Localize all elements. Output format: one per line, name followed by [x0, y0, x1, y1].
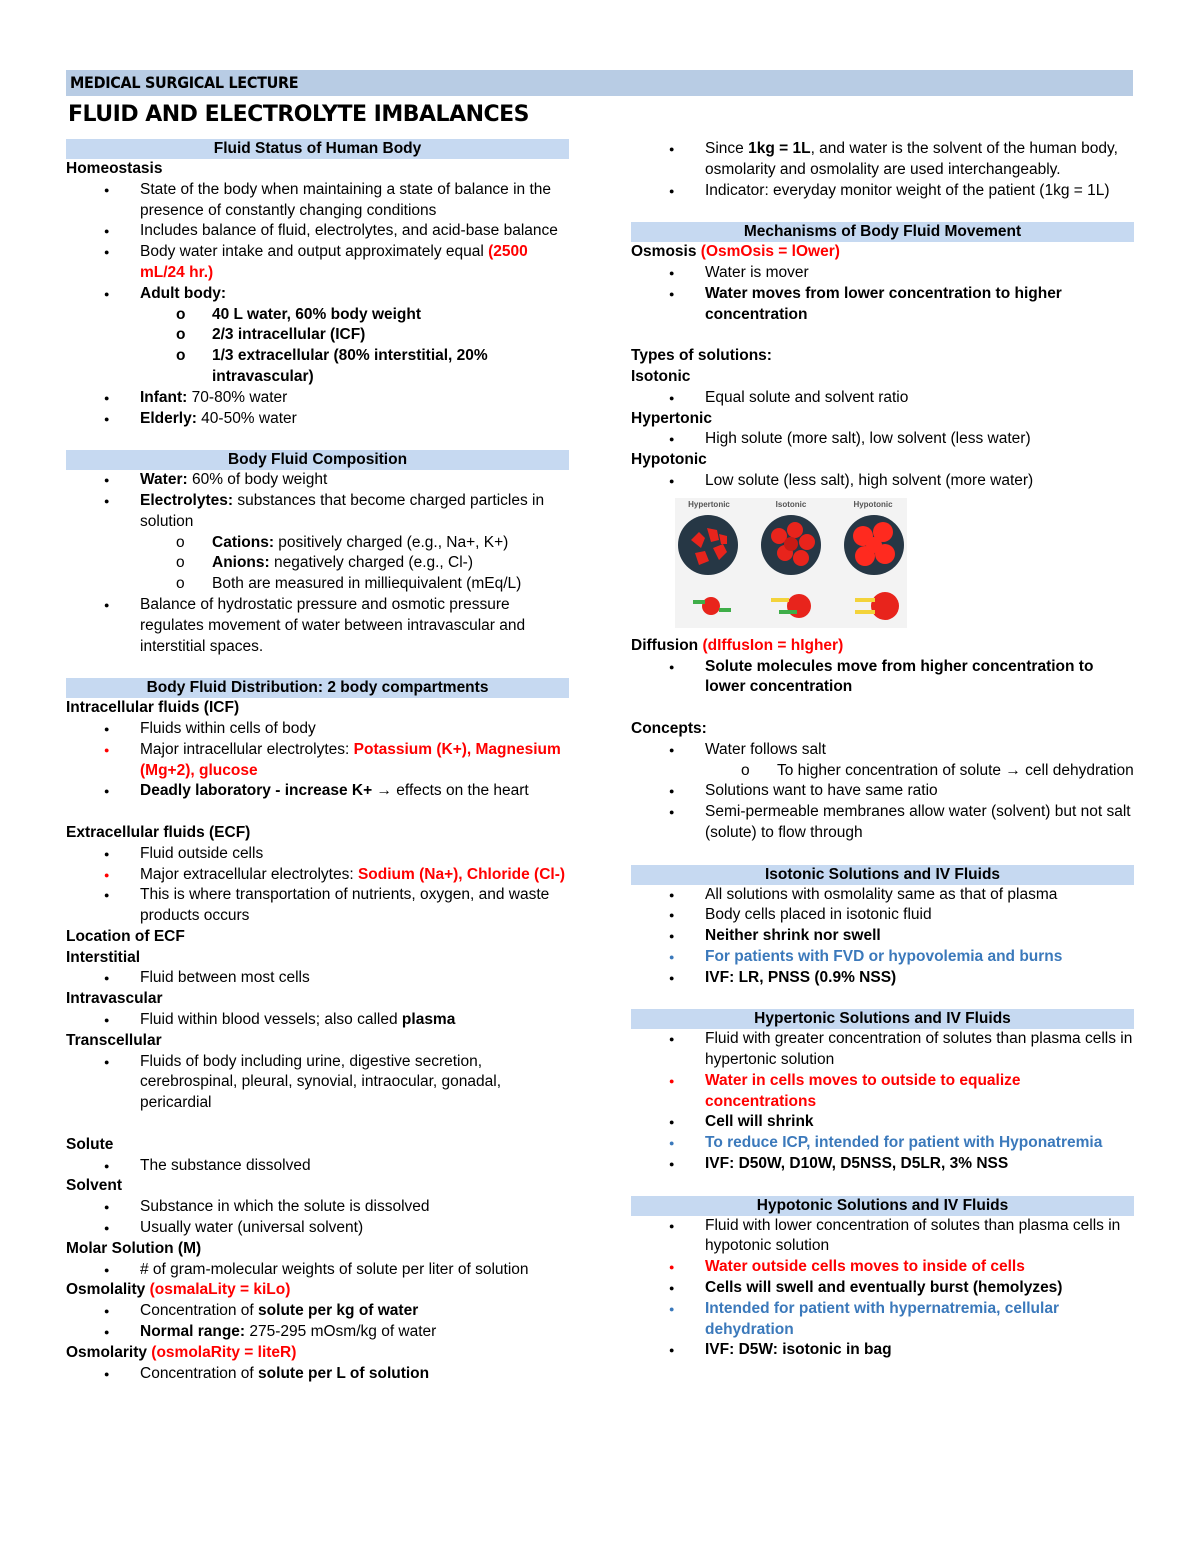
- tonicity-cell-illustration: [675, 498, 907, 628]
- equivalence-list: [631, 139, 1134, 201]
- document-title: FLUID AND ELECTROLYTE IMBALANCES: [68, 102, 530, 127]
- intravascular-list: [66, 1010, 569, 1031]
- subheading-icf: Intracellular fluids (ICF): [66, 699, 240, 717]
- ecf-list: [66, 844, 569, 927]
- figure-label-hypotonic: Hypotonic: [853, 499, 893, 509]
- list-item: ● Water follows salt: [631, 740, 1134, 761]
- section-heading-hypotonic-iv: Hypotonic Solutions and IV Fluids: [631, 1196, 1134, 1216]
- list-item: ● For patients with FVD or hypovolemia and burns: [631, 947, 1134, 968]
- list-item: ● Fluid within blood vessels; also called plasma: [66, 1010, 569, 1031]
- list-item: ● State of the body when maintaining a state of balance in the presence of constantly changing conditions: [66, 180, 569, 222]
- list-item: ● Water outside cells moves to inside of cells: [631, 1257, 1134, 1278]
- subheading-hypotonic: Hypotonic: [631, 451, 707, 469]
- osmolarity-list: [66, 1364, 569, 1385]
- figure-label-isotonic: Isotonic: [775, 499, 807, 509]
- section-heading-fluid-status: Fluid Status of Human Body: [66, 139, 569, 159]
- list-item: ● Fluid outside cells: [66, 844, 569, 865]
- homeostasis-list: [66, 180, 569, 430]
- list-item: ● Usually water (universal solvent): [66, 1218, 569, 1239]
- subheading-transcellular: Transcellular: [66, 1031, 162, 1049]
- list-item: ● Neither shrink nor swell: [631, 926, 1134, 947]
- right-column: [631, 139, 1134, 1361]
- hypotonic-list: [631, 471, 1134, 492]
- subheading-osmolarity: Osmolarity (osmolaRity = liteR): [66, 1343, 297, 1361]
- list-item: ● Water is mover: [631, 263, 1134, 284]
- list-item: ● Fluids of body including urine, digestive secretion, cerebrospinal, pleural, synovial, intraocular, gonadal, pericardial: [66, 1052, 569, 1114]
- subheading-concepts: Concepts:: [631, 719, 707, 737]
- subheading-diffusion: Diffusion (dIffusIon = hIgher): [631, 636, 844, 654]
- solvent-list: [66, 1197, 569, 1239]
- concepts-list: [631, 740, 1134, 844]
- section-heading-isotonic-iv: Isotonic Solutions and IV Fluids: [631, 865, 1134, 885]
- list-item: ● Substance in which the solute is dissolved: [66, 1197, 569, 1218]
- sub-list-item: o Both are measured in milliequivalent (mEq/L): [66, 574, 569, 595]
- list-item: ● To reduce ICP, intended for patient with Hyponatremia: [631, 1133, 1134, 1154]
- subheading-interstitial: Interstitial: [66, 948, 141, 966]
- list-item: ● Cell will shrink: [631, 1112, 1134, 1133]
- list-item: ● Major extracellular electrolytes: Sodium (Na+), Chloride (Cl-): [66, 865, 569, 886]
- subheading-types-solutions: Types of solutions:: [631, 347, 772, 365]
- list-item: ● Water moves from lower concentration to higher concentration: [631, 284, 1134, 326]
- list-item: ● Major intracellular electrolytes: Potassium (K+), Magnesium (Mg+2), glucose: [66, 740, 569, 782]
- list-item: ● Fluid with greater concentration of solutes than plasma cells in hypertonic solution: [631, 1029, 1134, 1071]
- list-item: ● Intended for patient with hypernatremia, cellular dehydration: [631, 1299, 1134, 1341]
- list-item: ● Deadly laboratory - increase K+ → effects on the heart: [66, 781, 569, 802]
- interstitial-list: [66, 968, 569, 989]
- left-column: [66, 139, 569, 1384]
- isotonic-iv-list: [631, 885, 1134, 989]
- list-item: ● Adult body:: [66, 284, 569, 305]
- figure-label-hypertonic: Hypertonic: [688, 499, 730, 509]
- osmosis-list: [631, 263, 1134, 325]
- subheading-isotonic: Isotonic: [631, 367, 691, 385]
- section-heading-composition: Body Fluid Composition: [66, 450, 569, 470]
- section-heading-mechanisms: Mechanisms of Body Fluid Movement: [631, 222, 1134, 242]
- list-item: ● Since 1kg = 1L, and water is the solvent of the human body, osmolarity and osmolality are used interchangeably.: [631, 139, 1134, 181]
- composition-list: [66, 470, 569, 657]
- list-item: ● Indicator: everyday monitor weight of the patient (1kg = 1L): [631, 181, 1134, 202]
- list-item: ● Body cells placed in isotonic fluid: [631, 905, 1134, 926]
- list-item: ● Infant: 70-80% water: [66, 388, 569, 409]
- list-item: ● Semi-permeable membranes allow water (solvent) but not salt (solute) to flow through: [631, 802, 1134, 844]
- sub-list-item: o Anions: negatively charged (e.g., Cl-): [66, 553, 569, 574]
- subheading-homeostasis: Homeostasis: [66, 160, 163, 177]
- lecture-banner: MEDICAL SURGICAL LECTURE: [66, 70, 1133, 96]
- subheading-ecf: Extracellular fluids (ECF): [66, 823, 251, 841]
- list-item: ● Elderly: 40-50% water: [66, 409, 569, 430]
- list-item: ● IVF: D5W: isotonic in bag: [631, 1340, 1134, 1361]
- list-item: ● Body water intake and output approximately equal (2500 mL/24 hr.): [66, 242, 569, 284]
- list-item: ● Equal solute and solvent ratio: [631, 388, 1134, 409]
- isotonic-dish: [761, 515, 821, 575]
- hypertonic-dish: [678, 515, 738, 575]
- hypotonic-water-arrows: [855, 592, 899, 620]
- icf-list: [66, 719, 569, 802]
- section-heading-distribution: Body Fluid Distribution: 2 body compartments: [66, 678, 569, 698]
- sub-list-item: o 40 L water, 60% body weight: [66, 305, 569, 326]
- solute-list: [66, 1156, 569, 1177]
- list-item: ● Water in cells moves to outside to equalize concentrations: [631, 1071, 1134, 1113]
- sub-list-item: o 1/3 extracellular (80% interstitial, 20% intravascular): [66, 346, 569, 388]
- hypertonic-water-arrows: [693, 597, 731, 615]
- transcellular-list: [66, 1052, 569, 1114]
- diffusion-list: [631, 657, 1134, 699]
- subheading-osmolality: Osmolality (osmalaLity = kiLo): [66, 1281, 291, 1299]
- isotonic-list: [631, 388, 1134, 409]
- list-item: ● IVF: LR, PNSS (0.9% NSS): [631, 968, 1134, 989]
- list-item: ● Concentration of solute per kg of water: [66, 1301, 569, 1322]
- hypertonic-iv-list: [631, 1029, 1134, 1175]
- osmolality-list: [66, 1301, 569, 1343]
- list-item: ● Includes balance of fluid, electrolytes, and acid-base balance: [66, 221, 569, 242]
- list-item: ● # of gram-molecular weights of solute per liter of solution: [66, 1260, 569, 1281]
- subheading-molar: Molar Solution (M): [66, 1239, 202, 1257]
- list-item: ● Water: 60% of body weight: [66, 470, 569, 491]
- list-item: ● Concentration of solute per L of solution: [66, 1364, 569, 1385]
- hypotonic-dish: [844, 515, 904, 575]
- list-item: ● The substance dissolved: [66, 1156, 569, 1177]
- sub-list-item: o To higher concentration of solute → cell dehydration: [631, 761, 1134, 782]
- list-item: ● IVF: D50W, D10W, D5NSS, D5LR, 3% NSS: [631, 1154, 1134, 1175]
- hypertonic-list: [631, 429, 1134, 450]
- subheading-intravascular: Intravascular: [66, 990, 163, 1008]
- list-item: ● Solutions want to have same ratio: [631, 781, 1134, 802]
- list-item: ● High solute (more salt), low solvent (less water): [631, 429, 1134, 450]
- list-item: ● Low solute (less salt), high solvent (more water): [631, 471, 1134, 492]
- list-item: ● All solutions with osmolality same as that of plasma: [631, 885, 1134, 906]
- list-item: ● Fluids within cells of body: [66, 719, 569, 740]
- subheading-osmosis: Osmosis (OsmOsis = lOwer): [631, 243, 840, 261]
- cells-svg: [675, 498, 907, 628]
- list-item: ● Fluid between most cells: [66, 968, 569, 989]
- list-item: ● This is where transportation of nutrients, oxygen, and waste products occurs: [66, 885, 569, 927]
- subheading-location-ecf: Location of ECF: [66, 927, 185, 945]
- hypotonic-iv-list: [631, 1216, 1134, 1362]
- subheading-solvent: Solvent: [66, 1177, 122, 1195]
- list-item: ● Cells will swell and eventually burst (hemolyzes): [631, 1278, 1134, 1299]
- subheading-hypertonic: Hypertonic: [631, 409, 712, 427]
- section-heading-hypertonic-iv: Hypertonic Solutions and IV Fluids: [631, 1009, 1134, 1029]
- list-item: ● Solute molecules move from higher concentration to lower concentration: [631, 657, 1134, 699]
- subheading-solute: Solute: [66, 1135, 114, 1153]
- list-item: ● Normal range: 275-295 mOsm/kg of water: [66, 1322, 569, 1343]
- molar-list: [66, 1260, 569, 1281]
- isotonic-water-arrows: [771, 594, 811, 618]
- list-item: ● Balance of hydrostatic pressure and osmotic pressure regulates movement of water between intravascular and interstitial spaces.: [66, 595, 569, 657]
- sub-list-item: o 2/3 intracellular (ICF): [66, 325, 569, 346]
- list-item: ● Electrolytes: substances that become charged particles in solution: [66, 491, 569, 533]
- list-item: ● Fluid with lower concentration of solutes than plasma cells in hypotonic solution: [631, 1216, 1134, 1258]
- sub-list-item: o Cations: positively charged (e.g., Na+, K+): [66, 533, 569, 554]
